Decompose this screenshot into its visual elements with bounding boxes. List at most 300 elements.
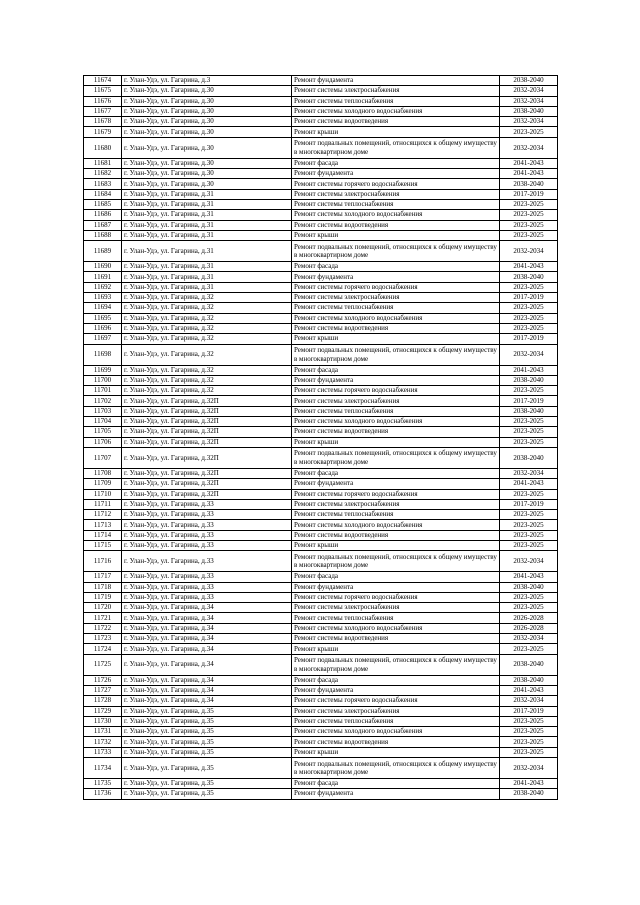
work-type-cell: Ремонт фундамента bbox=[292, 375, 500, 385]
period-cell: 2038-2040 bbox=[500, 106, 558, 116]
work-type-cell: Ремонт системы холодного водоснабжения bbox=[292, 417, 500, 427]
address-cell: г. Улан-Удэ, ул. Гагарина, д.32 bbox=[122, 386, 292, 396]
period-cell: 2032-2034 bbox=[500, 468, 558, 478]
work-type-cell: Ремонт крыши bbox=[292, 334, 500, 344]
work-type-cell: Ремонт системы водоотведения bbox=[292, 737, 500, 747]
period-cell: 2023-2025 bbox=[500, 437, 558, 447]
table-row bbox=[84, 706, 558, 716]
row-id-cell: 11694 bbox=[84, 303, 122, 313]
table-row bbox=[84, 169, 558, 179]
row-id-cell: 11680 bbox=[84, 137, 122, 158]
row-id-cell: 11732 bbox=[84, 737, 122, 747]
row-id-cell: 11731 bbox=[84, 727, 122, 737]
period-cell: 2041-2043 bbox=[500, 572, 558, 582]
work-type-cell: Ремонт фундамента bbox=[292, 582, 500, 592]
period-cell: 2017-2019 bbox=[500, 293, 558, 303]
address-cell: г. Улан-Удэ, ул. Гагарина, д.31 bbox=[122, 241, 292, 262]
table-row bbox=[84, 262, 558, 272]
address-cell: г. Улан-Удэ, ул. Гагарина, д.34 bbox=[122, 654, 292, 675]
table-row bbox=[84, 76, 558, 86]
table-row bbox=[84, 323, 558, 333]
period-cell: 2032-2034 bbox=[500, 86, 558, 96]
work-type-cell: Ремонт системы теплоснабжения bbox=[292, 199, 500, 209]
period-cell: 2023-2025 bbox=[500, 489, 558, 499]
row-id-cell: 11707 bbox=[84, 447, 122, 468]
period-cell: 2041-2043 bbox=[500, 169, 558, 179]
period-cell: 2032-2034 bbox=[500, 344, 558, 365]
row-id-cell: 11710 bbox=[84, 489, 122, 499]
period-cell: 2041-2043 bbox=[500, 685, 558, 695]
work-type-cell: Ремонт системы теплоснабжения bbox=[292, 303, 500, 313]
row-id-cell: 11683 bbox=[84, 179, 122, 189]
work-type-cell: Ремонт системы электроснабжения bbox=[292, 603, 500, 613]
period-cell: 2023-2025 bbox=[500, 230, 558, 240]
row-id-cell: 11696 bbox=[84, 323, 122, 333]
period-cell: 2017-2019 bbox=[500, 499, 558, 509]
work-type-cell: Ремонт системы горячего водоснабжения bbox=[292, 696, 500, 706]
work-type-cell: Ремонт системы теплоснабжения bbox=[292, 716, 500, 726]
table-row bbox=[84, 592, 558, 602]
table-row bbox=[84, 613, 558, 623]
row-id-cell: 11734 bbox=[84, 758, 122, 779]
work-type-cell: Ремонт крыши bbox=[292, 540, 500, 550]
address-cell: г. Улан-Удэ, ул. Гагарина, д.32П bbox=[122, 447, 292, 468]
address-cell: г. Улан-Удэ, ул. Гагарина, д.30 bbox=[122, 117, 292, 127]
period-cell: 2023-2025 bbox=[500, 737, 558, 747]
work-type-cell: Ремонт системы водоотведения bbox=[292, 427, 500, 437]
period-cell: 2023-2025 bbox=[500, 127, 558, 137]
table-row bbox=[84, 634, 558, 644]
period-cell: 2023-2025 bbox=[500, 520, 558, 530]
row-id-cell: 11704 bbox=[84, 417, 122, 427]
address-cell: г. Улан-Удэ, ул. Гагарина, д.35 bbox=[122, 789, 292, 799]
row-id-cell: 11728 bbox=[84, 696, 122, 706]
row-id-cell: 11724 bbox=[84, 644, 122, 654]
address-cell: г. Улан-Удэ, ул. Гагарина, д.32П bbox=[122, 427, 292, 437]
work-type-cell: Ремонт системы холодного водоснабжения bbox=[292, 727, 500, 737]
row-id-cell: 11729 bbox=[84, 706, 122, 716]
period-cell: 2038-2040 bbox=[500, 179, 558, 189]
period-cell: 2023-2025 bbox=[500, 313, 558, 323]
address-cell: г. Улан-Удэ, ул. Гагарина, д.35 bbox=[122, 779, 292, 789]
address-cell: г. Улан-Удэ, ул. Гагарина, д.31 bbox=[122, 230, 292, 240]
table-row bbox=[84, 189, 558, 199]
row-id-cell: 11718 bbox=[84, 582, 122, 592]
table-row bbox=[84, 220, 558, 230]
work-type-cell: Ремонт фасада bbox=[292, 675, 500, 685]
work-type-cell: Ремонт фасада bbox=[292, 779, 500, 789]
row-id-cell: 11709 bbox=[84, 479, 122, 489]
address-cell: г. Улан-Удэ, ул. Гагарина, д.35 bbox=[122, 747, 292, 757]
table-row bbox=[84, 86, 558, 96]
row-id-cell: 11695 bbox=[84, 313, 122, 323]
period-cell: 2032-2034 bbox=[500, 551, 558, 572]
work-type-cell: Ремонт фундамента bbox=[292, 76, 500, 86]
period-cell: 2032-2034 bbox=[500, 117, 558, 127]
row-id-cell: 11708 bbox=[84, 468, 122, 478]
address-cell: г. Улан-Удэ, ул. Гагарина, д.35 bbox=[122, 737, 292, 747]
work-type-cell: Ремонт системы водоотведения bbox=[292, 530, 500, 540]
period-cell: 2023-2025 bbox=[500, 603, 558, 613]
work-type-cell: Ремонт системы холодного водоснабжения bbox=[292, 623, 500, 633]
row-id-cell: 11679 bbox=[84, 127, 122, 137]
period-cell: 2038-2040 bbox=[500, 582, 558, 592]
work-type-cell: Ремонт крыши bbox=[292, 644, 500, 654]
address-cell: г. Улан-Удэ, ул. Гагарина, д.33 bbox=[122, 551, 292, 572]
address-cell: г. Улан-Удэ, ул. Гагарина, д.35 bbox=[122, 706, 292, 716]
address-cell: г. Улан-Удэ, ул. Гагарина, д.32П bbox=[122, 468, 292, 478]
period-cell: 2038-2040 bbox=[500, 675, 558, 685]
period-cell: 2023-2025 bbox=[500, 592, 558, 602]
address-cell: г. Улан-Удэ, ул. Гагарина, д.33 bbox=[122, 499, 292, 509]
row-id-cell: 11730 bbox=[84, 716, 122, 726]
work-type-cell: Ремонт системы водоотведения bbox=[292, 220, 500, 230]
work-type-cell: Ремонт фасада bbox=[292, 572, 500, 582]
work-type-cell: Ремонт системы горячего водоснабжения bbox=[292, 282, 500, 292]
address-cell: г. Улан-Удэ, ул. Гагарина, д.32 bbox=[122, 344, 292, 365]
row-id-cell: 11678 bbox=[84, 117, 122, 127]
work-type-cell: Ремонт фасада bbox=[292, 468, 500, 478]
table-row bbox=[84, 737, 558, 747]
row-id-cell: 11716 bbox=[84, 551, 122, 572]
work-type-cell: Ремонт системы холодного водоснабжения bbox=[292, 520, 500, 530]
address-cell: г. Улан-Удэ, ул. Гагарина, д.3 bbox=[122, 76, 292, 86]
work-type-cell: Ремонт системы электроснабжения bbox=[292, 189, 500, 199]
work-type-cell: Ремонт системы электроснабжения bbox=[292, 706, 500, 716]
address-cell: г. Улан-Удэ, ул. Гагарина, д.33 bbox=[122, 530, 292, 540]
period-cell: 2041-2043 bbox=[500, 779, 558, 789]
work-type-cell: Ремонт крыши bbox=[292, 747, 500, 757]
work-type-cell: Ремонт системы теплоснабжения bbox=[292, 510, 500, 520]
row-id-cell: 11686 bbox=[84, 210, 122, 220]
row-id-cell: 11685 bbox=[84, 199, 122, 209]
row-id-cell: 11727 bbox=[84, 685, 122, 695]
address-cell: г. Улан-Удэ, ул. Гагарина, д.32 bbox=[122, 303, 292, 313]
row-id-cell: 11733 bbox=[84, 747, 122, 757]
table-row bbox=[84, 386, 558, 396]
period-cell: 2023-2025 bbox=[500, 510, 558, 520]
period-cell: 2023-2025 bbox=[500, 540, 558, 550]
address-cell: г. Улан-Удэ, ул. Гагарина, д.33 bbox=[122, 582, 292, 592]
work-type-cell: Ремонт системы горячего водоснабжения bbox=[292, 592, 500, 602]
row-id-cell: 11677 bbox=[84, 106, 122, 116]
address-cell: г. Улан-Удэ, ул. Гагарина, д.34 bbox=[122, 613, 292, 623]
period-cell: 2041-2043 bbox=[500, 365, 558, 375]
table-row bbox=[84, 468, 558, 478]
work-type-cell: Ремонт крыши bbox=[292, 437, 500, 447]
table-row bbox=[84, 106, 558, 116]
table-row bbox=[84, 313, 558, 323]
address-cell: г. Улан-Удэ, ул. Гагарина, д.32 bbox=[122, 365, 292, 375]
period-cell: 2026-2028 bbox=[500, 613, 558, 623]
row-id-cell: 11715 bbox=[84, 540, 122, 550]
table-row bbox=[84, 644, 558, 654]
table-row bbox=[84, 396, 558, 406]
work-type-cell: Ремонт системы горячего водоснабжения bbox=[292, 489, 500, 499]
address-cell: г. Улан-Удэ, ул. Гагарина, д.33 bbox=[122, 510, 292, 520]
period-cell: 2023-2025 bbox=[500, 199, 558, 209]
repair-schedule-table bbox=[83, 75, 558, 800]
work-type-cell: Ремонт системы водоотведения bbox=[292, 634, 500, 644]
row-id-cell: 11725 bbox=[84, 654, 122, 675]
address-cell: г. Улан-Удэ, ул. Гагарина, д.30 bbox=[122, 86, 292, 96]
address-cell: г. Улан-Удэ, ул. Гагарина, д.31 bbox=[122, 199, 292, 209]
work-type-cell: Ремонт системы холодного водоснабжения bbox=[292, 210, 500, 220]
table-row bbox=[84, 447, 558, 468]
period-cell: 2023-2025 bbox=[500, 530, 558, 540]
address-cell: г. Улан-Удэ, ул. Гагарина, д.32 bbox=[122, 293, 292, 303]
period-cell: 2023-2025 bbox=[500, 427, 558, 437]
table-row bbox=[84, 96, 558, 106]
work-type-cell: Ремонт системы электроснабжения bbox=[292, 86, 500, 96]
row-id-cell: 11690 bbox=[84, 262, 122, 272]
period-cell: 2038-2040 bbox=[500, 447, 558, 468]
address-cell: г. Улан-Удэ, ул. Гагарина, д.32П bbox=[122, 489, 292, 499]
work-type-cell: Ремонт фундамента bbox=[292, 685, 500, 695]
table-row bbox=[84, 747, 558, 757]
work-type-cell: Ремонт системы теплоснабжения bbox=[292, 406, 500, 416]
period-cell: 2038-2040 bbox=[500, 406, 558, 416]
work-type-cell: Ремонт системы электроснабжения bbox=[292, 396, 500, 406]
address-cell: г. Улан-Удэ, ул. Гагарина, д.31 bbox=[122, 210, 292, 220]
row-id-cell: 11689 bbox=[84, 241, 122, 262]
period-cell: 2023-2025 bbox=[500, 417, 558, 427]
table-row bbox=[84, 137, 558, 158]
work-type-cell: Ремонт системы теплоснабжения bbox=[292, 613, 500, 623]
table-row bbox=[84, 779, 558, 789]
period-cell: 2023-2025 bbox=[500, 220, 558, 230]
address-cell: г. Улан-Удэ, ул. Гагарина, д.32 bbox=[122, 375, 292, 385]
address-cell: г. Улан-Удэ, ул. Гагарина, д.34 bbox=[122, 685, 292, 695]
work-type-cell: Ремонт крыши bbox=[292, 230, 500, 240]
table-row bbox=[84, 696, 558, 706]
period-cell: 2023-2025 bbox=[500, 716, 558, 726]
table-row bbox=[84, 334, 558, 344]
address-cell: г. Улан-Удэ, ул. Гагарина, д.34 bbox=[122, 696, 292, 706]
address-cell: г. Улан-Удэ, ул. Гагарина, д.32П bbox=[122, 417, 292, 427]
period-cell: 2038-2040 bbox=[500, 654, 558, 675]
period-cell: 2038-2040 bbox=[500, 375, 558, 385]
table-row bbox=[84, 675, 558, 685]
period-cell: 2023-2025 bbox=[500, 303, 558, 313]
address-cell: г. Улан-Удэ, ул. Гагарина, д.32П bbox=[122, 479, 292, 489]
period-cell: 2023-2025 bbox=[500, 323, 558, 333]
address-cell: г. Улан-Удэ, ул. Гагарина, д.33 bbox=[122, 540, 292, 550]
row-id-cell: 11705 bbox=[84, 427, 122, 437]
row-id-cell: 11700 bbox=[84, 375, 122, 385]
row-id-cell: 11703 bbox=[84, 406, 122, 416]
address-cell: г. Улан-Удэ, ул. Гагарина, д.32П bbox=[122, 406, 292, 416]
row-id-cell: 11681 bbox=[84, 158, 122, 168]
work-type-cell: Ремонт фасада bbox=[292, 262, 500, 272]
period-cell: 2032-2034 bbox=[500, 696, 558, 706]
work-type-cell: Ремонт фасада bbox=[292, 365, 500, 375]
address-cell: г. Улан-Удэ, ул. Гагарина, д.32П bbox=[122, 437, 292, 447]
row-id-cell: 11687 bbox=[84, 220, 122, 230]
work-type-cell: Ремонт подвальных помещений, относящихся к общему имуществу в многоквартирном доме bbox=[292, 654, 500, 675]
address-cell: г. Улан-Удэ, ул. Гагарина, д.34 bbox=[122, 623, 292, 633]
row-id-cell: 11701 bbox=[84, 386, 122, 396]
row-id-cell: 11713 bbox=[84, 520, 122, 530]
row-id-cell: 11706 bbox=[84, 437, 122, 447]
address-cell: г. Улан-Удэ, ул. Гагарина, д.33 bbox=[122, 592, 292, 602]
address-cell: г. Улан-Удэ, ул. Гагарина, д.30 bbox=[122, 127, 292, 137]
table-row bbox=[84, 489, 558, 499]
table-row bbox=[84, 499, 558, 509]
period-cell: 2038-2040 bbox=[500, 789, 558, 799]
table-row bbox=[84, 603, 558, 613]
row-id-cell: 11714 bbox=[84, 530, 122, 540]
period-cell: 2041-2043 bbox=[500, 479, 558, 489]
table-row bbox=[84, 406, 558, 416]
table-row bbox=[84, 623, 558, 633]
address-cell: г. Улан-Удэ, ул. Гагарина, д.35 bbox=[122, 727, 292, 737]
work-type-cell: Ремонт подвальных помещений, относящихся к общему имуществу в многоквартирном доме bbox=[292, 137, 500, 158]
table-row bbox=[84, 375, 558, 385]
row-id-cell: 11722 bbox=[84, 623, 122, 633]
work-type-cell: Ремонт фундамента bbox=[292, 169, 500, 179]
work-type-cell: Ремонт системы электроснабжения bbox=[292, 499, 500, 509]
period-cell: 2032-2034 bbox=[500, 758, 558, 779]
work-type-cell: Ремонт системы горячего водоснабжения bbox=[292, 179, 500, 189]
address-cell: г. Улан-Удэ, ул. Гагарина, д.31 bbox=[122, 189, 292, 199]
period-cell: 2032-2034 bbox=[500, 137, 558, 158]
address-cell: г. Улан-Удэ, ул. Гагарина, д.32П bbox=[122, 396, 292, 406]
address-cell: г. Улан-Удэ, ул. Гагарина, д.34 bbox=[122, 644, 292, 654]
row-id-cell: 11726 bbox=[84, 675, 122, 685]
table-row bbox=[84, 427, 558, 437]
table-row bbox=[84, 654, 558, 675]
document-page bbox=[83, 75, 557, 800]
row-id-cell: 11674 bbox=[84, 76, 122, 86]
period-cell: 2017-2019 bbox=[500, 189, 558, 199]
row-id-cell: 11717 bbox=[84, 572, 122, 582]
table-row bbox=[84, 685, 558, 695]
table-row bbox=[84, 241, 558, 262]
work-type-cell: Ремонт крыши bbox=[292, 127, 500, 137]
table-row bbox=[84, 365, 558, 375]
table-row bbox=[84, 479, 558, 489]
work-type-cell: Ремонт подвальных помещений, относящихся к общему имуществу в многоквартирном доме bbox=[292, 758, 500, 779]
address-cell: г. Улан-Удэ, ул. Гагарина, д.34 bbox=[122, 675, 292, 685]
row-id-cell: 11721 bbox=[84, 613, 122, 623]
period-cell: 2032-2034 bbox=[500, 241, 558, 262]
address-cell: г. Улан-Удэ, ул. Гагарина, д.31 bbox=[122, 262, 292, 272]
address-cell: г. Улан-Удэ, ул. Гагарина, д.35 bbox=[122, 758, 292, 779]
address-cell: г. Улан-Удэ, ул. Гагарина, д.31 bbox=[122, 282, 292, 292]
address-cell: г. Улан-Удэ, ул. Гагарина, д.31 bbox=[122, 220, 292, 230]
row-id-cell: 11688 bbox=[84, 230, 122, 240]
table-row bbox=[84, 520, 558, 530]
work-type-cell: Ремонт фасада bbox=[292, 158, 500, 168]
period-cell: 2023-2025 bbox=[500, 747, 558, 757]
row-id-cell: 11698 bbox=[84, 344, 122, 365]
address-cell: г. Улан-Удэ, ул. Гагарина, д.34 bbox=[122, 634, 292, 644]
period-cell: 2038-2040 bbox=[500, 272, 558, 282]
period-cell: 2017-2019 bbox=[500, 334, 558, 344]
table-row bbox=[84, 758, 558, 779]
work-type-cell: Ремонт системы электроснабжения bbox=[292, 293, 500, 303]
row-id-cell: 11675 bbox=[84, 86, 122, 96]
row-id-cell: 11719 bbox=[84, 592, 122, 602]
table-row bbox=[84, 716, 558, 726]
row-id-cell: 11702 bbox=[84, 396, 122, 406]
address-cell: г. Улан-Удэ, ул. Гагарина, д.33 bbox=[122, 520, 292, 530]
row-id-cell: 11693 bbox=[84, 293, 122, 303]
address-cell: г. Улан-Удэ, ул. Гагарина, д.30 bbox=[122, 96, 292, 106]
period-cell: 2038-2040 bbox=[500, 76, 558, 86]
period-cell: 2032-2034 bbox=[500, 96, 558, 106]
row-id-cell: 11735 bbox=[84, 779, 122, 789]
address-cell: г. Улан-Удэ, ул. Гагарина, д.32 bbox=[122, 313, 292, 323]
work-type-cell: Ремонт фундамента bbox=[292, 479, 500, 489]
table-row bbox=[84, 727, 558, 737]
table-row bbox=[84, 437, 558, 447]
row-id-cell: 11682 bbox=[84, 169, 122, 179]
work-type-cell: Ремонт системы горячего водоснабжения bbox=[292, 386, 500, 396]
address-cell: г. Улан-Удэ, ул. Гагарина, д.30 bbox=[122, 158, 292, 168]
address-cell: г. Улан-Удэ, ул. Гагарина, д.32 bbox=[122, 323, 292, 333]
table-row bbox=[84, 789, 558, 799]
row-id-cell: 11736 bbox=[84, 789, 122, 799]
row-id-cell: 11699 bbox=[84, 365, 122, 375]
work-type-cell: Ремонт фундамента bbox=[292, 272, 500, 282]
address-cell: г. Улан-Удэ, ул. Гагарина, д.30 bbox=[122, 169, 292, 179]
work-type-cell: Ремонт фундамента bbox=[292, 789, 500, 799]
table-row bbox=[84, 344, 558, 365]
period-cell: 2026-2028 bbox=[500, 623, 558, 633]
address-cell: г. Улан-Удэ, ул. Гагарина, д.32 bbox=[122, 334, 292, 344]
table-body bbox=[84, 76, 558, 800]
table-row bbox=[84, 510, 558, 520]
row-id-cell: 11712 bbox=[84, 510, 122, 520]
work-type-cell: Ремонт системы водоотведения bbox=[292, 117, 500, 127]
work-type-cell: Ремонт подвальных помещений, относящихся к общему имуществу в многоквартирном доме bbox=[292, 344, 500, 365]
row-id-cell: 11684 bbox=[84, 189, 122, 199]
period-cell: 2023-2025 bbox=[500, 210, 558, 220]
table-row bbox=[84, 530, 558, 540]
table-row bbox=[84, 127, 558, 137]
period-cell: 2041-2043 bbox=[500, 262, 558, 272]
table-row bbox=[84, 293, 558, 303]
work-type-cell: Ремонт системы холодного водоснабжения bbox=[292, 106, 500, 116]
table-row bbox=[84, 582, 558, 592]
table-row bbox=[84, 117, 558, 127]
table-row bbox=[84, 540, 558, 550]
table-row bbox=[84, 179, 558, 189]
address-cell: г. Улан-Удэ, ул. Гагарина, д.35 bbox=[122, 716, 292, 726]
period-cell: 2023-2025 bbox=[500, 727, 558, 737]
address-cell: г. Улан-Удэ, ул. Гагарина, д.30 bbox=[122, 106, 292, 116]
table-row bbox=[84, 199, 558, 209]
period-cell: 2023-2025 bbox=[500, 386, 558, 396]
work-type-cell: Ремонт подвальных помещений, относящихся к общему имуществу в многоквартирном доме bbox=[292, 447, 500, 468]
work-type-cell: Ремонт системы теплоснабжения bbox=[292, 96, 500, 106]
period-cell: 2032-2034 bbox=[500, 634, 558, 644]
address-cell: г. Улан-Удэ, ул. Гагарина, д.31 bbox=[122, 272, 292, 282]
address-cell: г. Улан-Удэ, ул. Гагарина, д.30 bbox=[122, 137, 292, 158]
period-cell: 2017-2019 bbox=[500, 396, 558, 406]
work-type-cell: Ремонт подвальных помещений, относящихся к общему имуществу в многоквартирном доме bbox=[292, 241, 500, 262]
table-row bbox=[84, 282, 558, 292]
row-id-cell: 11697 bbox=[84, 334, 122, 344]
period-cell: 2017-2019 bbox=[500, 706, 558, 716]
period-cell: 2023-2025 bbox=[500, 644, 558, 654]
period-cell: 2041-2043 bbox=[500, 158, 558, 168]
row-id-cell: 11691 bbox=[84, 272, 122, 282]
work-type-cell: Ремонт системы водоотведения bbox=[292, 323, 500, 333]
work-type-cell: Ремонт подвальных помещений, относящихся к общему имуществу в многоквартирном доме bbox=[292, 551, 500, 572]
